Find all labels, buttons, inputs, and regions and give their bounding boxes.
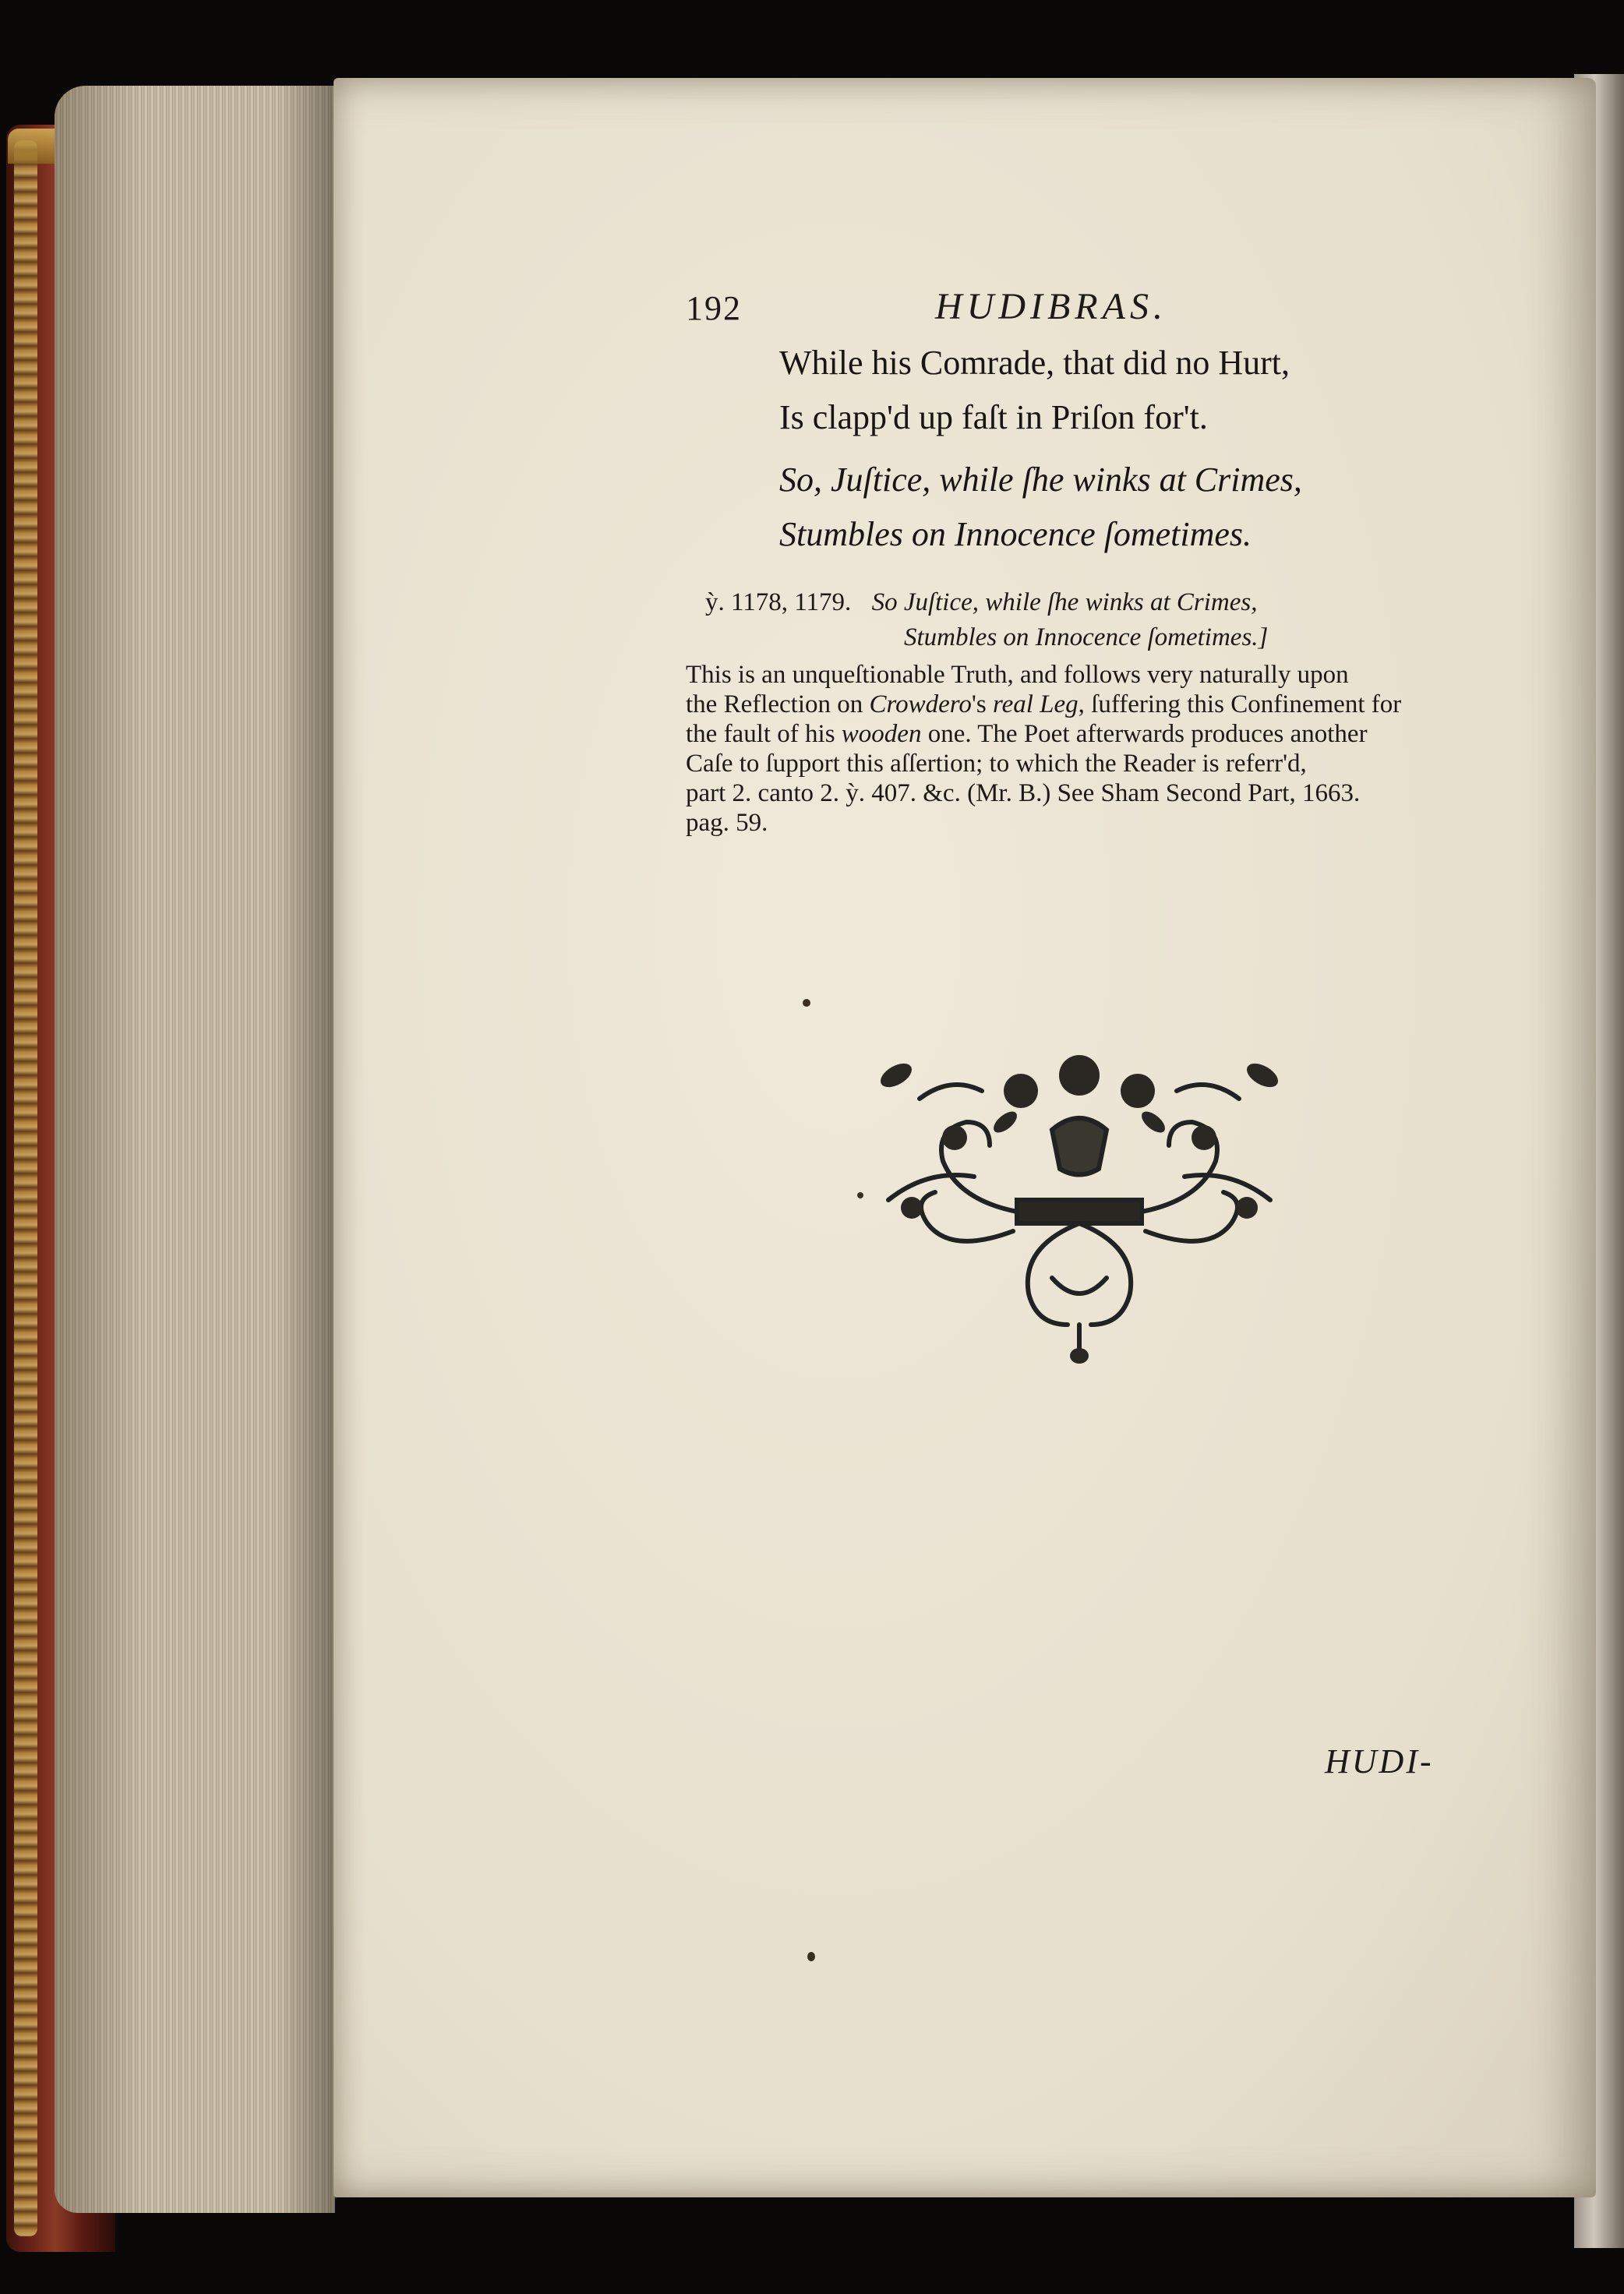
verse-line-1: While his Comrade, that did no Hurt, bbox=[779, 344, 1290, 382]
note-line-2 bbox=[686, 690, 1488, 719]
running-title: HUDIBRAS. bbox=[935, 286, 1167, 327]
note-italic: real Leg bbox=[992, 690, 1079, 718]
note-text: Caſe to ſupport this aſſertion; to which the Reader is referr'd, bbox=[686, 750, 1307, 778]
page-number: 192 bbox=[686, 289, 742, 327]
page-header bbox=[686, 288, 1325, 343]
floral-ornament-icon bbox=[865, 1044, 1294, 1364]
note-text: 's bbox=[971, 690, 993, 718]
note-text: one. The Poet afterwards produces another bbox=[921, 720, 1368, 748]
note-line-6 bbox=[686, 809, 1488, 838]
note-text: pag. 59. bbox=[686, 809, 768, 837]
page-block-shadow bbox=[55, 86, 335, 2213]
verse-line-4: Stumbles on Innocence ſometimes. bbox=[779, 515, 1252, 553]
paper-speck bbox=[807, 1952, 815, 1961]
note-text: part 2. canto 2. ỳ. 407. &c. (Mr. B.) See Sham Second Part, 1663. bbox=[686, 779, 1361, 807]
note-ref-number: ỳ. 1178, 1179. bbox=[705, 588, 852, 616]
paper-speck bbox=[803, 999, 810, 1007]
paper-speck bbox=[857, 1192, 863, 1198]
note-reference bbox=[705, 588, 1485, 617]
note-line-3 bbox=[686, 720, 1488, 749]
note-text: , ſuffering this Confinement for bbox=[1078, 690, 1402, 718]
verse-line-3: So, Juſtice, while ſhe winks at Crimes, bbox=[779, 461, 1302, 499]
note-italic: Crowdero bbox=[869, 690, 972, 718]
spine-gilt-decoration bbox=[14, 140, 37, 2236]
note-line-4 bbox=[686, 750, 1488, 778]
verse-line-2: Is clapp'd up faſt in Priſon for't. bbox=[779, 398, 1208, 436]
note-ref-quote-1: So Juſtice, while ſhe winks at Crimes, bbox=[871, 588, 1258, 616]
note-text: This is an unqueſtionable Truth, and follows very naturally upon bbox=[686, 661, 1349, 689]
note-text: the Reflection on bbox=[686, 690, 870, 718]
note-line-5 bbox=[686, 779, 1488, 808]
catchword: HUDI- bbox=[1325, 1742, 1434, 1780]
note-line-1 bbox=[686, 661, 1488, 690]
note-ref-quote-2: Stumbles on Innocence ſometimes.] bbox=[904, 623, 1269, 651]
note-italic: wooden bbox=[841, 720, 922, 748]
note-text: the fault of his bbox=[686, 720, 842, 748]
